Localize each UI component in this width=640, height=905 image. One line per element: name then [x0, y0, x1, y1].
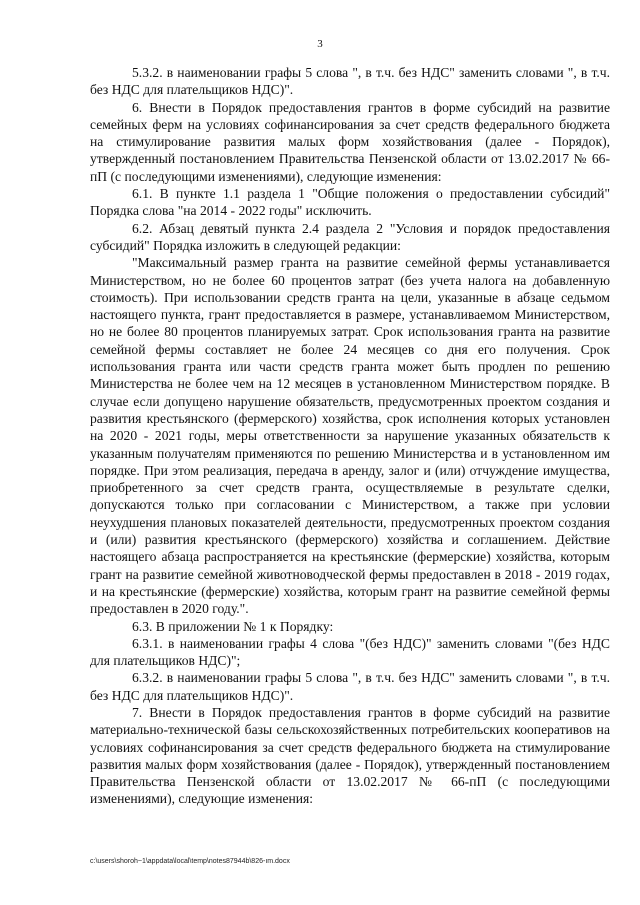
- paragraph-6-2: 6.2. Абзац девятый пункта 2.4 раздела 2 "Условия и порядок предоставления субсидий" Порядка изложить в следующей редакции:: [90, 220, 610, 253]
- paragraph-6-3-2: 6.3.2. в наименовании графы 5 слова ", в т.ч. без НДС" заменить словами ", в т.ч. без НДС для плательщиков НДС)".: [90, 670, 610, 703]
- paragraph-7: 7. Внести в Порядок предоставления грантов в форме субсидий на развитие материально-технической базы сельскохозяйственных потребительских кооперативов на условиях софинансирования за счет средств федерального бюджета на стимулирование развития малых форм хозяйствования (далее - Порядок), утвержденный постановлением Правительства Пензенской области от 13.02.2017 № 66-пП (с последующими изменениями), следующие изменения:: [90, 704, 610, 807]
- document-body: [90, 64, 610, 808]
- paragraph-6-1: 6.1. В пункте 1.1 раздела 1 "Общие положения о предоставлении субсидий" Порядка слова "на 2014 - 2022 годы" исключить.: [90, 186, 610, 219]
- paragraph-6-3-1: 6.3.1. в наименовании графы 4 слова "(без НДС)" заменить словами "(без НДС для плательщиков НДС)";: [90, 635, 610, 669]
- paragraph-6-3: 6.3. В приложении № 1 к Порядку:: [132, 618, 334, 634]
- paragraph-6: 6. Внести в Порядок предоставления грантов в форме субсидий на развитие семейных ферм на условиях софинансирования за счет средств федерального бюджета на стимулирование развития малых форм хозяйствования (далее - Порядок), утвержденный постановлением Правительства Пензенской области от 13.02.2017 № 66-пП (с последующими изменениями), следующие изменения:: [90, 99, 610, 184]
- paragraph-quoted-amendment: "Максимальный размер гранта на развитие семейной фермы устанавливается Министерством, но не более 60 процентов затрат (без учета налога на добавленную стоимость). При использовании средств гранта на цели, указанные в абзаце седьмом настоящего пункта, грант предоставляется в размере, устанавливаемом Министерством, но не более 80 процентов планируемых затрат. Срок использования гранта на развитие семейной фермы составляет не более 24 месяцев со дня его получения. Срок использования гранта или части средств гранта может быть продлен по решению Министерства не более чем на 12 месяцев в установленном Министерством порядке. В случае если допущено нарушение обязательств, предусмотренных проектом создания и развития крестьянского (фермерского) хозяйства, срок исполнения которых установлен на 2020 - 2021 годы, меры ответственности за нарушение указанных обязательств к указанным получателям применяются по решению Министерства и в установленном им порядке. При этом реализация, передача в аренду, залог и (или) отчуждение имущества, приобретенного за счет средств гранта, осуществляемые в результате сделки, допускаются только при согласовании с Министерством, а также при условии неухудшения плановых показателей деятельности, предусмотренных проектом создания и (или) развития крестьянского (фермерского) хозяйства и соглашением. Действие настоящего абзаца распространяется на крестьянские (фермерские) хозяйства, которым грант на развитие семейной животноводческой фермы предоставлен в 2018 - 2019 годах, и на крестьянские (фермерские) хозяйства, которым грант на развитие семейной фермы предоставлен в 2020 году.".: [90, 255, 610, 617]
- page-number: 3: [317, 38, 323, 50]
- paragraph-5-3-2: 5.3.2. в наименовании графы 5 слова ", в т.ч. без НДС" заменить словами ", в т.ч. без НДС для плательщиков НДС)".: [90, 65, 610, 98]
- footer-file-path: c:\users\shoroh~1\appdata\local\temp\notes87944b\826-ım.docx: [90, 858, 290, 865]
